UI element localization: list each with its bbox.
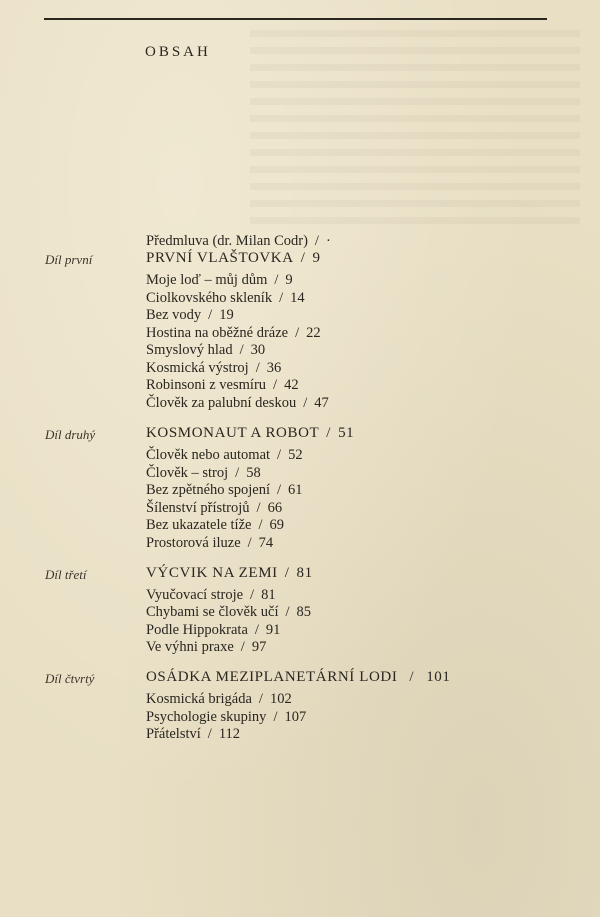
entry-page: 69 xyxy=(269,517,284,533)
separator: / xyxy=(274,272,279,288)
separator: / xyxy=(409,669,415,685)
toc-entry xyxy=(146,482,303,499)
entry-page: · xyxy=(325,233,331,249)
toc-entry xyxy=(146,604,311,621)
separator: / xyxy=(279,290,284,306)
entry-page: 36 xyxy=(266,360,282,376)
separator: / xyxy=(240,639,245,655)
entry-page: 81 xyxy=(261,587,276,603)
toc-entry xyxy=(146,535,273,552)
separator: / xyxy=(256,500,261,516)
entry-title: Psychologie skupiny xyxy=(146,709,267,725)
entry-page: 58 xyxy=(246,465,261,481)
entry-page: 14 xyxy=(290,290,305,306)
entry-page: 51 xyxy=(338,425,355,441)
entry-page: 81 xyxy=(296,565,313,581)
separator: / xyxy=(254,622,259,638)
toc-entry xyxy=(146,377,299,394)
entry-page: 97 xyxy=(251,639,267,655)
entry-page: 74 xyxy=(258,535,274,551)
entry-page: 101 xyxy=(426,669,451,685)
entry-title: Bez zpětného spojení xyxy=(146,482,271,498)
entry-page: 9 xyxy=(312,250,321,266)
entry-page: 42 xyxy=(284,377,299,393)
entry-title: Ve výhni praxe xyxy=(146,639,234,655)
toc-entry xyxy=(146,395,329,412)
entry-title: Bez ukazatele tíže xyxy=(146,517,252,533)
part-label: Díl čtvrtý xyxy=(45,671,95,686)
entry-page: 91 xyxy=(265,622,281,638)
separator: / xyxy=(258,517,263,533)
part-label: Díl druhý xyxy=(45,427,96,442)
toc-entry xyxy=(146,639,266,656)
entry-page: 102 xyxy=(269,691,292,707)
bleed-through-text xyxy=(250,30,580,230)
contents-heading: OBSAH xyxy=(145,44,211,60)
toc-entry xyxy=(146,272,293,289)
separator: / xyxy=(285,604,290,620)
entry-page: 61 xyxy=(288,482,303,498)
toc-entry xyxy=(146,622,280,639)
separator: / xyxy=(239,342,244,358)
toc-entry xyxy=(146,342,265,359)
entry-title: Člověk – stroj xyxy=(146,465,229,481)
separator: / xyxy=(303,395,308,411)
toc-entry-preface xyxy=(146,233,331,250)
separator: / xyxy=(273,709,278,725)
entry-page: 9 xyxy=(285,272,293,288)
toc-entry xyxy=(146,360,281,377)
toc-entry xyxy=(146,709,306,726)
toc-entry xyxy=(146,465,261,482)
separator: / xyxy=(247,535,252,551)
part-title xyxy=(146,565,313,582)
toc-entry xyxy=(146,290,305,307)
entry-title: Robinsoni z vesmíru xyxy=(146,377,267,393)
toc-entry xyxy=(146,447,303,464)
part-label: Díl první xyxy=(45,252,93,267)
entry-page: 22 xyxy=(306,325,321,341)
separator: / xyxy=(235,465,240,481)
separator: / xyxy=(250,587,255,603)
entry-title: Kosmická brigáda xyxy=(146,691,252,707)
entry-title: Přátelství xyxy=(146,726,201,742)
separator: / xyxy=(207,726,212,742)
part-label: Díl třetí xyxy=(45,567,87,582)
separator: / xyxy=(326,425,332,441)
entry-title: Ciolkovského skleník xyxy=(146,290,273,306)
part-title xyxy=(146,425,354,442)
part-title xyxy=(146,669,451,686)
toc-entry xyxy=(146,325,321,342)
toc-entry xyxy=(146,691,292,708)
separator: / xyxy=(258,691,263,707)
entry-page: 30 xyxy=(250,342,266,358)
entry-page: 19 xyxy=(219,307,234,323)
entry-title: Prostorová iluze xyxy=(146,535,241,551)
separator: / xyxy=(277,447,282,463)
separator: / xyxy=(277,482,282,498)
top-rule xyxy=(44,18,547,20)
separator: / xyxy=(314,233,319,249)
entry-page: 66 xyxy=(267,500,283,516)
entry-title: Chybami se člověk učí xyxy=(146,604,279,620)
entry-title: Hostina na oběžné dráze xyxy=(146,325,289,341)
entry-title: Šílenství přístrojů xyxy=(146,500,250,516)
part-title xyxy=(146,250,321,267)
entry-title: Bez vody xyxy=(146,307,202,323)
separator: / xyxy=(284,565,290,581)
separator: / xyxy=(273,377,278,393)
toc-entry xyxy=(146,307,234,324)
separator: / xyxy=(295,325,300,341)
toc-entry xyxy=(146,517,284,534)
entry-title: Vyučovací stroje xyxy=(146,587,244,603)
entry-title: Předmluva (dr. Milan Codr) xyxy=(146,233,308,249)
entry-title: Smyslový hlad xyxy=(146,342,233,358)
entry-page: 112 xyxy=(218,726,241,742)
entry-title: Podle Hippokrata xyxy=(146,622,248,638)
entry-title: KOSMONAUT A ROBOT xyxy=(146,425,320,441)
entry-title: Kosmická výstroj xyxy=(146,360,249,376)
toc-entry xyxy=(146,500,282,517)
entry-title: OSÁDKA MEZIPLANETÁRNÍ LODI xyxy=(146,669,398,685)
entry-page: 107 xyxy=(284,709,307,725)
separator: / xyxy=(255,360,260,376)
separator: / xyxy=(208,307,213,323)
entry-page: 47 xyxy=(314,395,329,411)
entry-title: Moje loď – můj dům xyxy=(146,272,268,288)
entry-title: PRVNÍ VLAŠTOVKA xyxy=(146,250,294,266)
toc-entry xyxy=(146,587,276,604)
entry-title: VÝCVIK NA ZEMI xyxy=(146,565,278,581)
toc-entry xyxy=(146,726,240,743)
separator: / xyxy=(300,250,306,266)
entry-title: Člověk za palubní deskou xyxy=(146,395,297,411)
entry-title: Člověk nebo automat xyxy=(146,447,271,463)
entry-page: 85 xyxy=(296,604,312,620)
entry-page: 52 xyxy=(288,447,303,463)
